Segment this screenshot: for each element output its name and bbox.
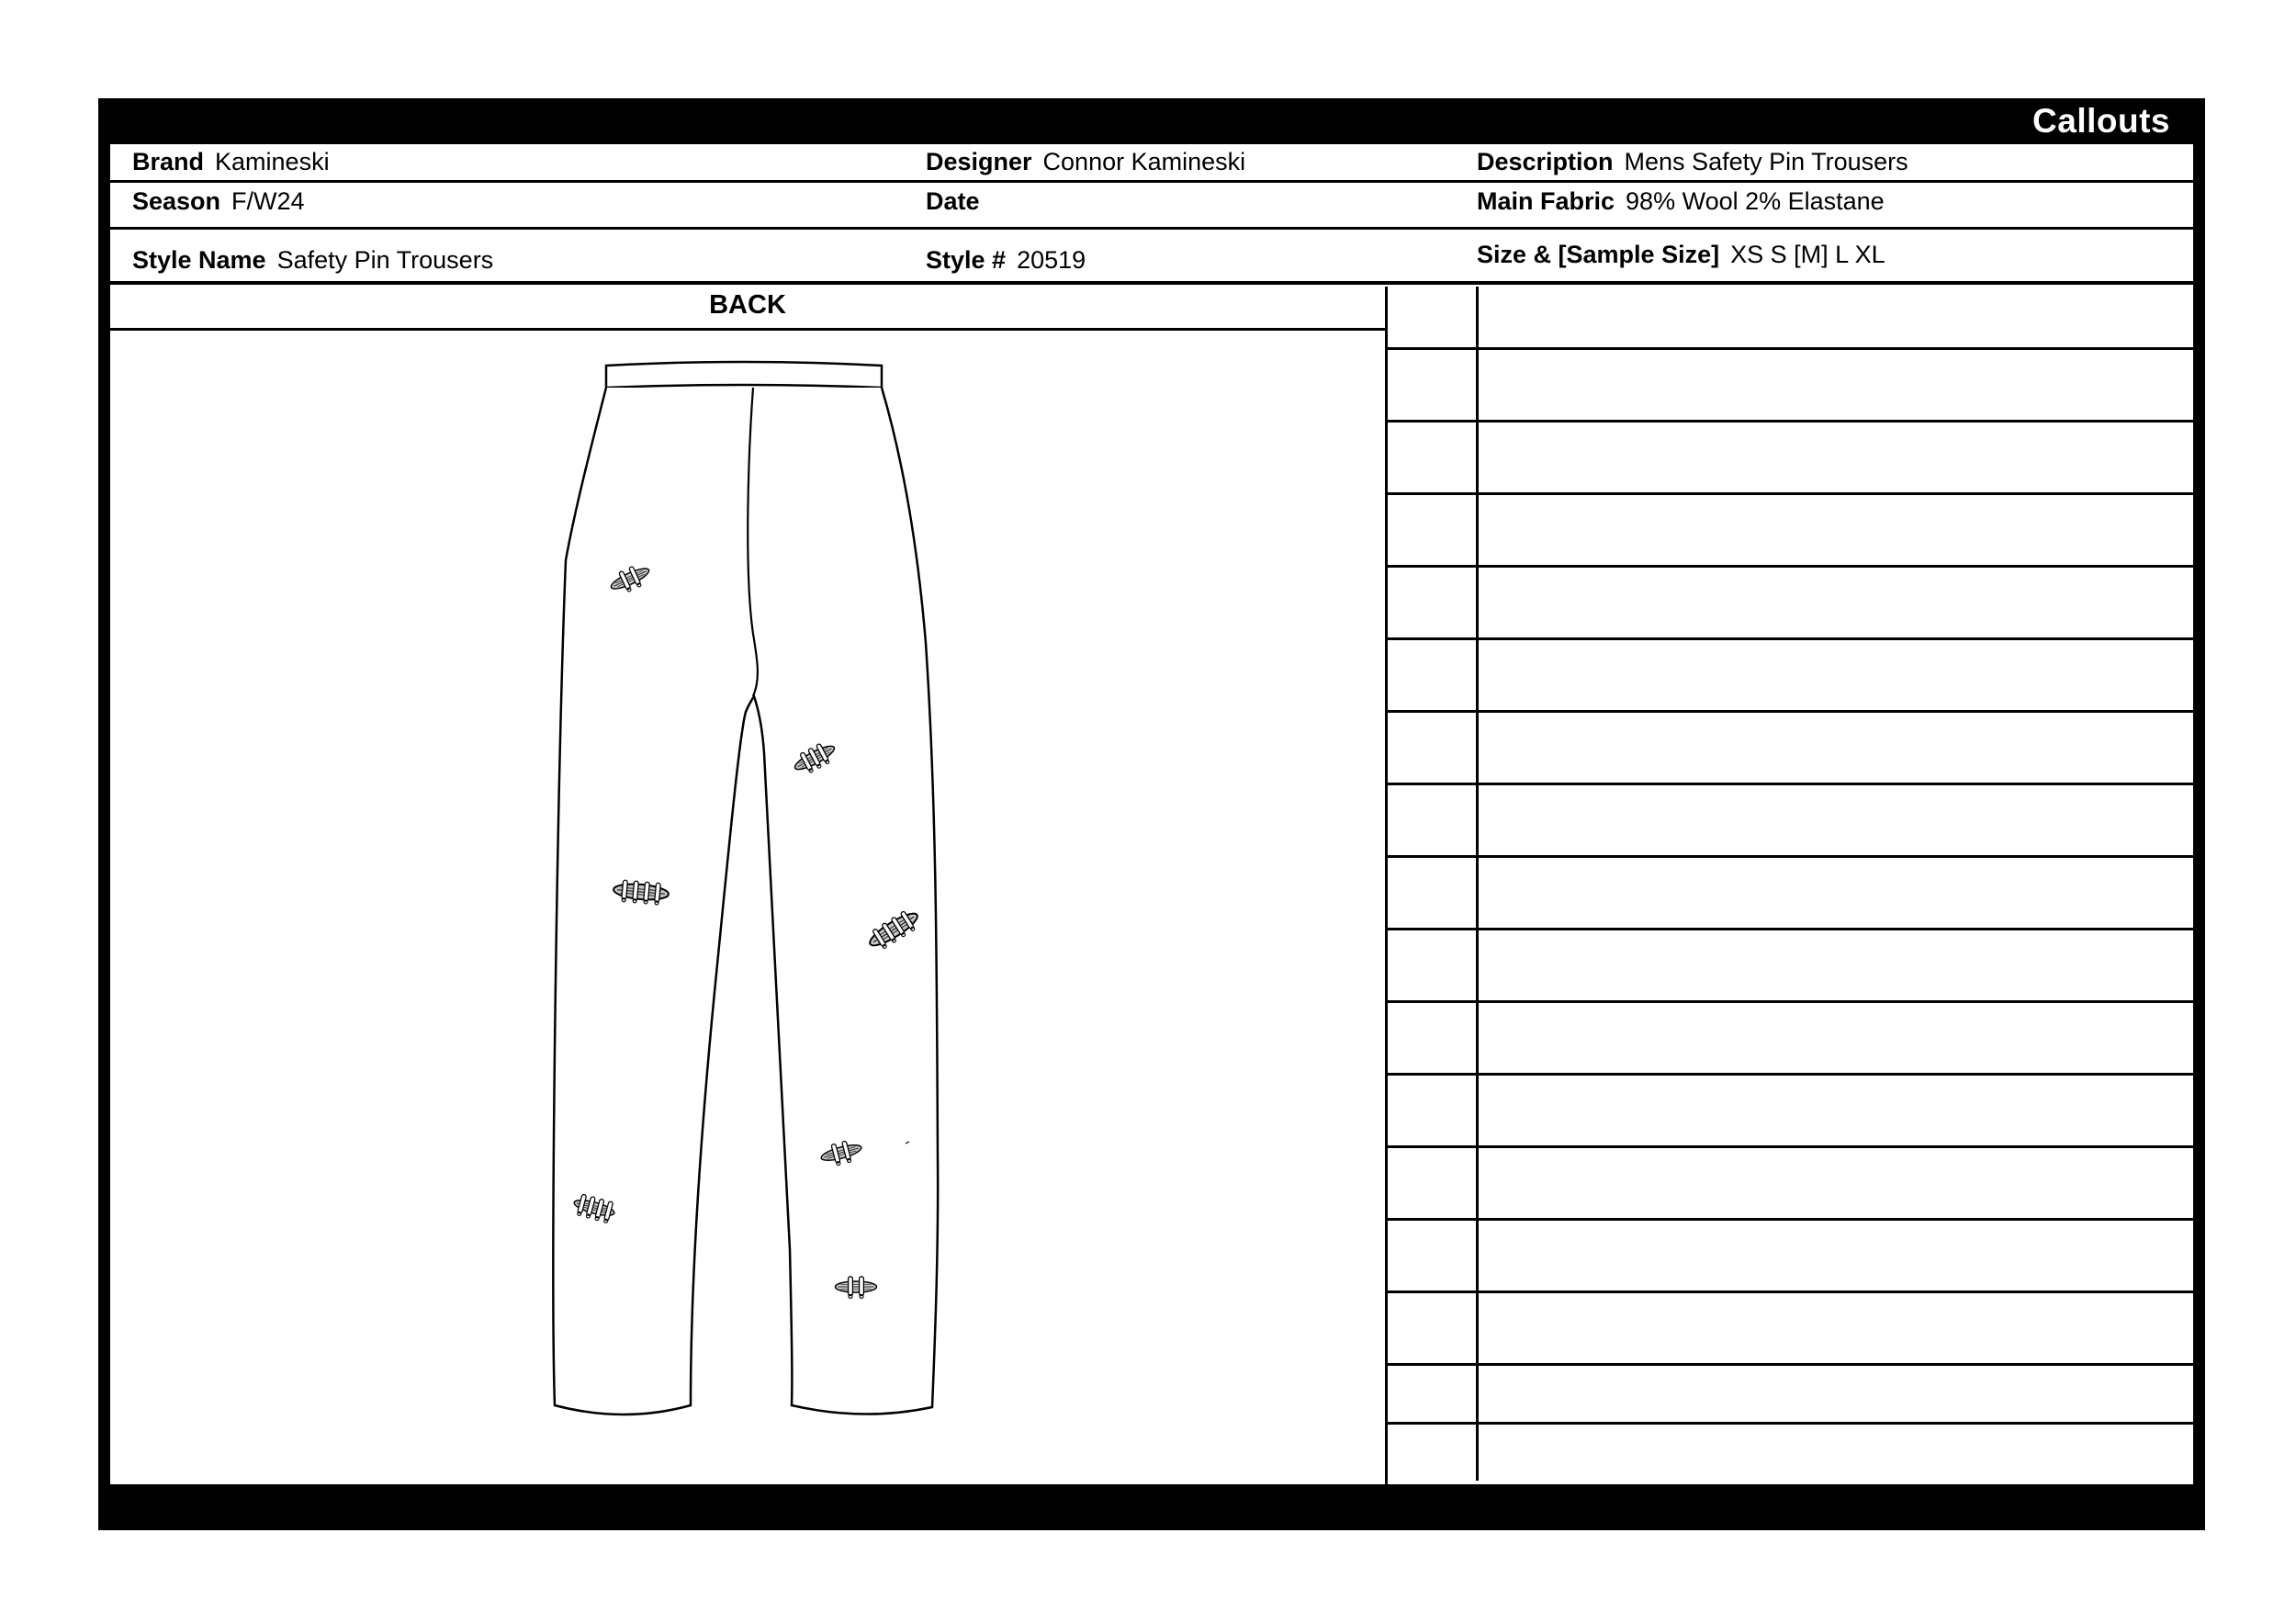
- callout-description-cell: [1479, 287, 2193, 347]
- description-value: Mens Safety Pin Trousers: [1624, 148, 1908, 175]
- callout-description-cell: [1479, 930, 2193, 1000]
- size-label: Size & [Sample Size]: [1477, 241, 1720, 268]
- callout-description-cell: [1479, 350, 2193, 420]
- callout-number-cell: [1388, 1221, 1479, 1291]
- callout-number-cell: [1388, 1076, 1479, 1145]
- callout-description-cell: [1479, 785, 2193, 855]
- callout-description-cell: [1479, 1221, 2193, 1291]
- callout-number-cell: [1388, 287, 1479, 347]
- callout-row: [1388, 1003, 2193, 1076]
- brand-field: [132, 148, 330, 176]
- callout-number-cell: [1388, 713, 1479, 783]
- season-label: Season: [132, 187, 221, 215]
- size-value: XS S [M] L XL: [1730, 241, 1885, 268]
- trouser-outline: [553, 388, 938, 1414]
- callout-row: [1388, 1425, 2193, 1481]
- callout-row: [1388, 785, 2193, 858]
- callout-row: [1388, 640, 2193, 713]
- callout-description-cell: [1479, 1003, 2193, 1073]
- callout-description-cell: [1479, 1366, 2193, 1422]
- callout-number-cell: [1388, 930, 1479, 1000]
- back-view-header: BACK: [110, 287, 1388, 331]
- designer-value: Connor Kamineski: [1042, 148, 1246, 175]
- date-label: Date: [926, 187, 980, 215]
- callout-number-cell: [1388, 1293, 1479, 1363]
- brand-label: Brand: [132, 148, 205, 175]
- main-fabric-value: 98% Wool 2% Elastane: [1626, 187, 1885, 215]
- size-field: [1477, 241, 1885, 269]
- callout-row: [1388, 930, 2193, 1003]
- callout-description-cell: [1479, 495, 2193, 565]
- callout-number-cell: [1388, 495, 1479, 565]
- description-label: Description: [1477, 148, 1614, 175]
- callout-number-cell: [1388, 1425, 1479, 1481]
- callouts-table: [1388, 287, 2193, 1484]
- callout-row: [1388, 1221, 2193, 1293]
- header-row-3: [110, 230, 2193, 285]
- style-number-field: [926, 246, 1086, 275]
- header-row-2: [110, 183, 2193, 230]
- style-number-label: Style #: [926, 246, 1007, 274]
- callout-description-cell: [1479, 713, 2193, 783]
- callout-row: [1388, 423, 2193, 495]
- callout-row: [1388, 350, 2193, 423]
- callout-row: [1388, 1293, 2193, 1366]
- callout-row: [1388, 568, 2193, 640]
- callout-number-cell: [1388, 858, 1479, 928]
- main-fabric-field: [1477, 187, 1885, 216]
- style-name-value: Safety Pin Trousers: [276, 246, 494, 274]
- trousers-back-flat-sketch: [110, 331, 1385, 1484]
- waistband: [606, 362, 882, 388]
- callout-description-cell: [1479, 1148, 2193, 1218]
- callout-row: [1388, 1366, 2193, 1425]
- callout-number-cell: [1388, 423, 1479, 492]
- style-number-value: 20519: [1017, 246, 1086, 274]
- header-row-1: [110, 144, 2193, 183]
- season-field: [132, 187, 305, 216]
- sheet-title: Callouts: [2032, 102, 2170, 140]
- callout-description-cell: [1479, 1293, 2193, 1363]
- sketch-area: [110, 331, 1388, 1484]
- callout-row: [1388, 713, 2193, 785]
- callout-number-cell: [1388, 785, 1479, 855]
- callout-description-cell: [1479, 1076, 2193, 1145]
- callout-row: [1388, 1076, 2193, 1148]
- callout-description-cell: [1479, 640, 2193, 710]
- callout-number-cell: [1388, 568, 1479, 637]
- callout-row: [1388, 495, 2193, 568]
- tech-pack-sheet: [98, 98, 2205, 1530]
- callout-description-cell: [1479, 858, 2193, 928]
- style-name-field: [132, 246, 493, 275]
- callout-number-cell: [1388, 1003, 1479, 1073]
- callout-number-cell: [1388, 1366, 1479, 1422]
- callout-row: [1388, 287, 2193, 350]
- style-name-label: Style Name: [132, 246, 266, 274]
- callout-description-cell: [1479, 1425, 2193, 1481]
- callout-number-cell: [1388, 1148, 1479, 1218]
- callout-row: [1388, 858, 2193, 930]
- sheet-body: [110, 144, 2193, 1484]
- callout-description-cell: [1479, 423, 2193, 492]
- season-value: F/W24: [231, 187, 305, 215]
- date-field: [926, 187, 991, 216]
- callout-description-cell: [1479, 568, 2193, 637]
- description-field: [1477, 148, 1908, 176]
- designer-label: Designer: [926, 148, 1032, 175]
- brand-value: Kamineski: [215, 148, 330, 175]
- callout-number-cell: [1388, 350, 1479, 420]
- main-fabric-label: Main Fabric: [1477, 187, 1615, 215]
- callout-number-cell: [1388, 640, 1479, 710]
- designer-field: [926, 148, 1245, 176]
- callout-row: [1388, 1148, 2193, 1221]
